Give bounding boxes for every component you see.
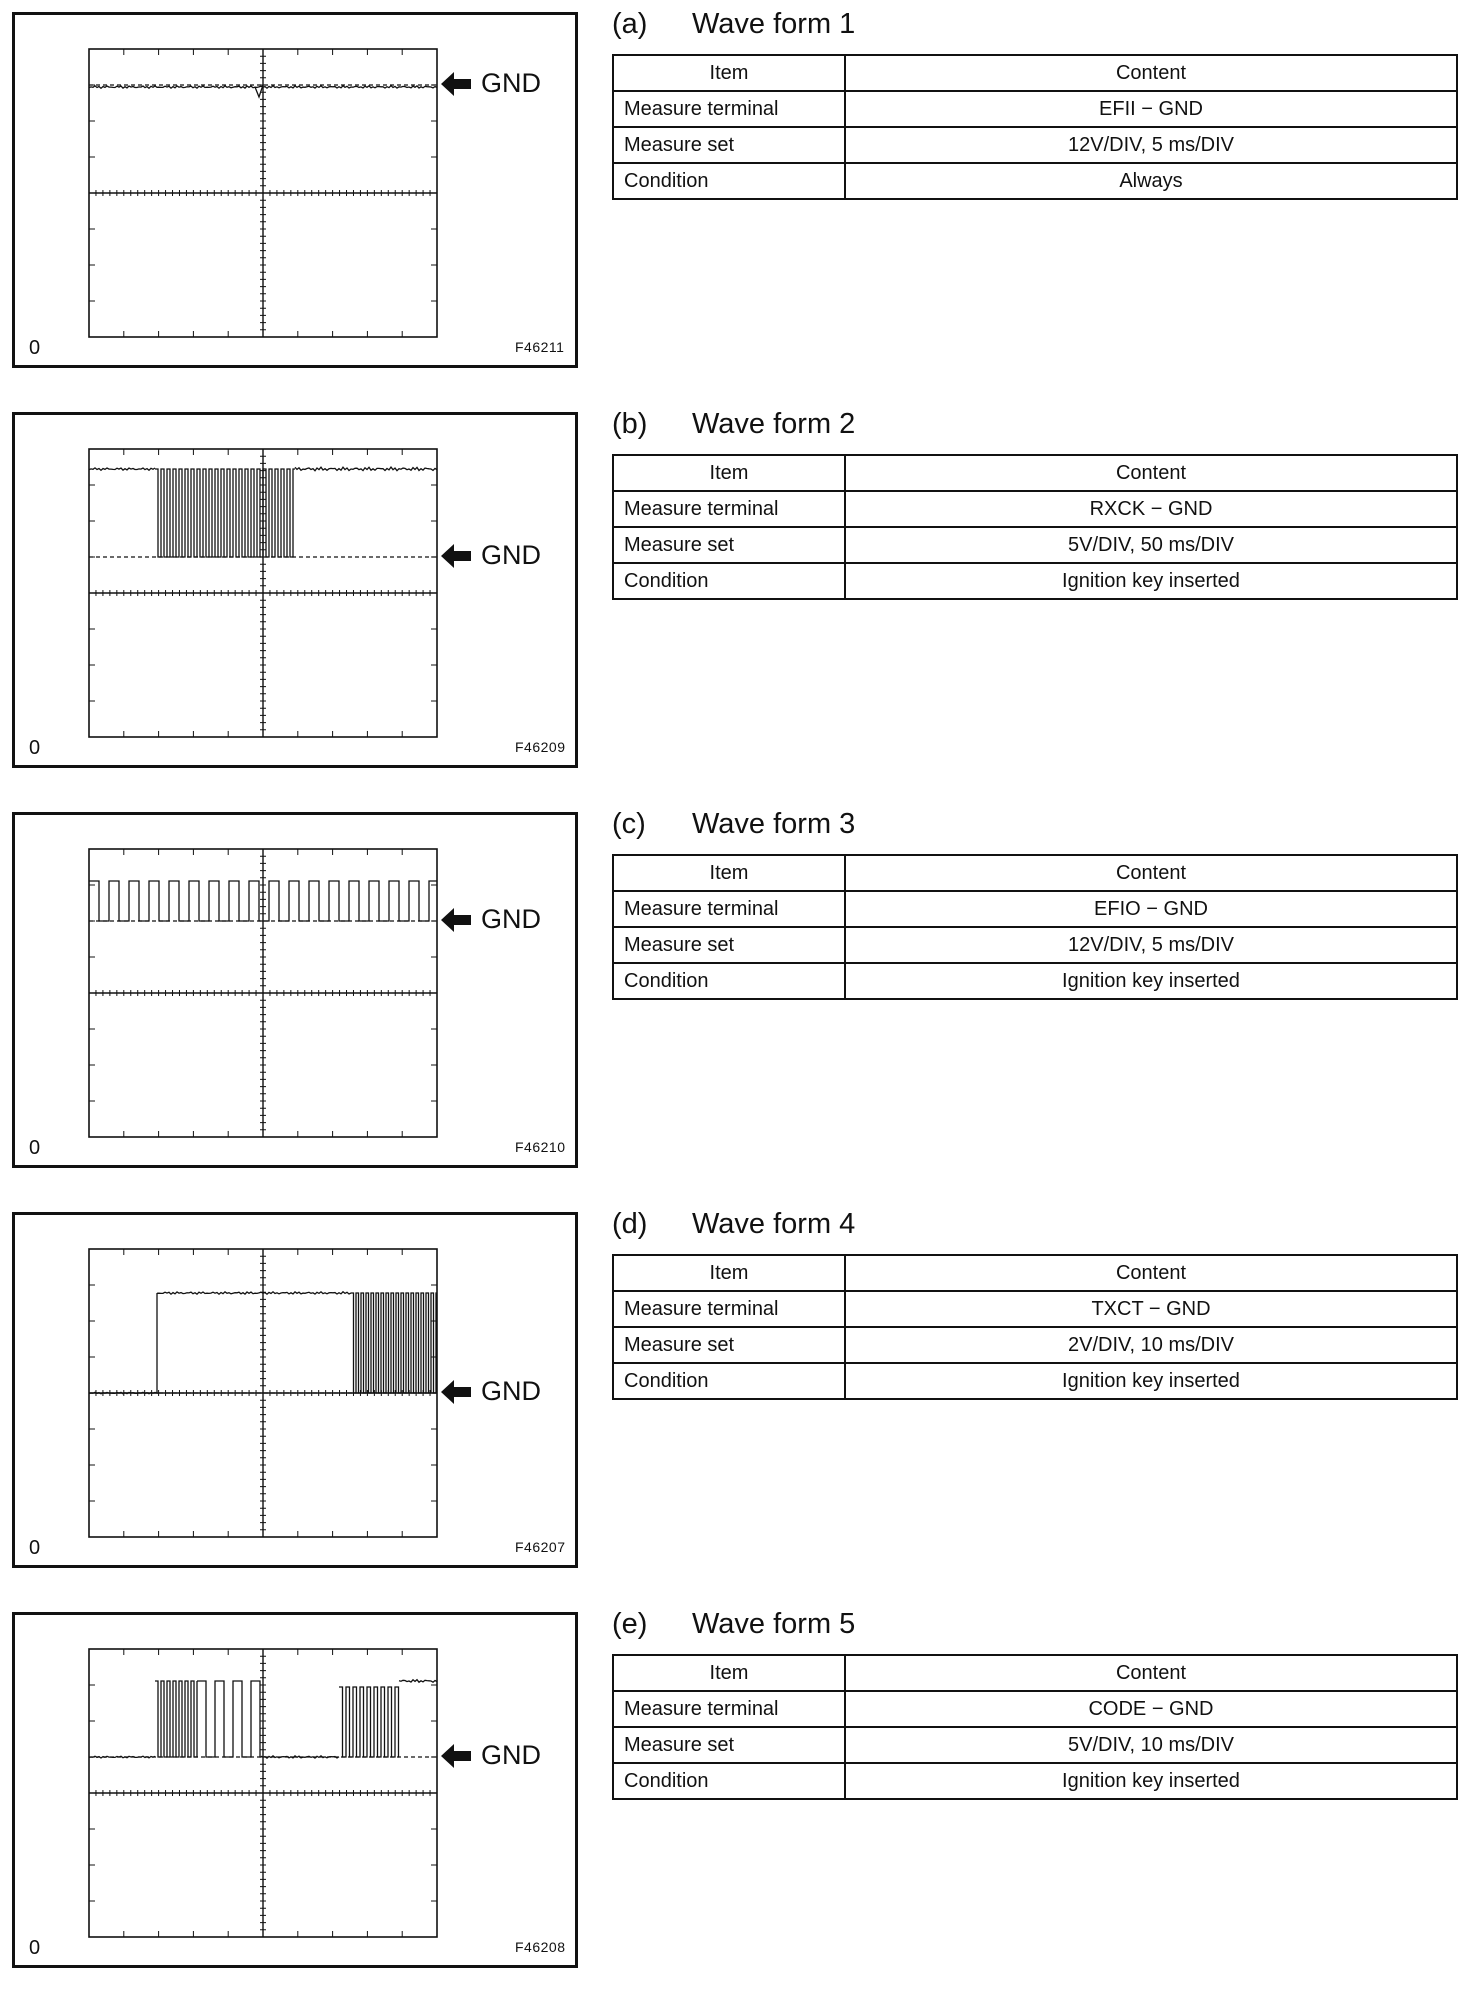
figure-id: F46208 [515, 1939, 566, 1955]
waveform-section [0, 400, 1472, 800]
row-label-set: Measure set [613, 927, 845, 963]
waveform-title: Wave form 1 [692, 8, 856, 40]
left-arrow-icon [441, 1744, 471, 1768]
gnd-marker [441, 904, 541, 935]
table-row [613, 1291, 1457, 1327]
oscilloscope-graticule [15, 1615, 575, 1965]
left-arrow-icon [441, 544, 471, 568]
waveform-heading [612, 1608, 855, 1641]
value-terminal: EFIO − GND [845, 891, 1457, 927]
gnd-marker [441, 1376, 541, 1407]
table-header-row [613, 455, 1457, 491]
waveform-letter: (c) [612, 808, 646, 840]
waveform-title: Wave form 3 [692, 808, 856, 840]
waveform-section [0, 800, 1472, 1200]
header-content: Content [845, 1655, 1457, 1691]
value-set: 2V/DIV, 10 ms/DIV [845, 1327, 1457, 1363]
gnd-marker [441, 540, 541, 571]
waveform-heading [612, 1208, 855, 1241]
waveform-title: Wave form 4 [692, 1208, 856, 1240]
measurement-table [612, 54, 1458, 200]
gnd-label: GND [481, 540, 541, 570]
value-condition: Ignition key inserted [845, 1363, 1457, 1399]
zero-label: 0 [29, 737, 41, 759]
zero-label: 0 [29, 1937, 41, 1959]
row-label-condition: Condition [613, 1363, 845, 1399]
gnd-label: GND [481, 68, 541, 98]
header-content: Content [845, 455, 1457, 491]
signal-trace [89, 467, 437, 557]
waveform-letter: (b) [612, 408, 648, 440]
left-arrow-icon [441, 72, 471, 96]
waveform-letter: (d) [612, 1208, 648, 1240]
header-item: Item [613, 455, 845, 491]
figure-id: F46209 [515, 739, 566, 755]
row-label-terminal: Measure terminal [613, 1691, 845, 1727]
row-label-terminal: Measure terminal [613, 891, 845, 927]
table-header-row [613, 855, 1457, 891]
value-set: 12V/DIV, 5 ms/DIV [845, 927, 1457, 963]
gnd-label: GND [481, 1376, 541, 1406]
waveform-heading [612, 408, 855, 441]
row-label-terminal: Measure terminal [613, 1291, 845, 1327]
table-row [613, 1763, 1457, 1799]
oscilloscope-graticule [15, 815, 575, 1165]
row-label-condition: Condition [613, 563, 845, 599]
row-label-terminal: Measure terminal [613, 91, 845, 127]
table-row [613, 1363, 1457, 1399]
header-item: Item [613, 55, 845, 91]
figure-id: F46211 [515, 339, 565, 355]
table-row [613, 491, 1457, 527]
oscilloscope-graticule [15, 415, 575, 765]
row-label-condition: Condition [613, 1763, 845, 1799]
zero-label: 0 [29, 337, 41, 359]
measurement-table [612, 1654, 1458, 1800]
waveform-section [0, 1200, 1472, 1600]
waveform-letter: (e) [612, 1608, 648, 1640]
row-label-set: Measure set [613, 527, 845, 563]
figure-id: F46210 [515, 1139, 566, 1155]
oscilloscope-screen [12, 412, 578, 768]
zero-label: 0 [29, 1137, 41, 1159]
table-row [613, 963, 1457, 999]
value-terminal: RXCK − GND [845, 491, 1457, 527]
waveform-heading [612, 8, 855, 41]
row-label-set: Measure set [613, 127, 845, 163]
zero-label: 0 [29, 1537, 41, 1559]
header-content: Content [845, 1255, 1457, 1291]
measurement-table [612, 854, 1458, 1000]
oscilloscope-screen [12, 12, 578, 368]
row-label-condition: Condition [613, 163, 845, 199]
table-row [613, 163, 1457, 199]
header-item: Item [613, 1655, 845, 1691]
value-set: 12V/DIV, 5 ms/DIV [845, 127, 1457, 163]
table-row [613, 927, 1457, 963]
table-header-row [613, 55, 1457, 91]
header-item: Item [613, 855, 845, 891]
row-label-terminal: Measure terminal [613, 491, 845, 527]
table-header-row [613, 1255, 1457, 1291]
measurement-table [612, 1254, 1458, 1400]
header-content: Content [845, 55, 1457, 91]
value-terminal: TXCT − GND [845, 1291, 1457, 1327]
table-header-row [613, 1655, 1457, 1691]
waveform-title: Wave form 2 [692, 408, 856, 440]
table-row [613, 1727, 1457, 1763]
table-row [613, 527, 1457, 563]
table-row [613, 1691, 1457, 1727]
table-row [613, 563, 1457, 599]
table-row [613, 127, 1457, 163]
row-label-set: Measure set [613, 1327, 845, 1363]
measurement-table [612, 454, 1458, 600]
table-row [613, 91, 1457, 127]
value-terminal: EFII − GND [845, 91, 1457, 127]
gnd-label: GND [481, 904, 541, 934]
value-condition: Always [845, 163, 1457, 199]
gnd-marker [441, 68, 541, 99]
value-condition: Ignition key inserted [845, 963, 1457, 999]
waveform-heading [612, 808, 855, 841]
left-arrow-icon [441, 908, 471, 932]
value-terminal: CODE − GND [845, 1691, 1457, 1727]
value-set: 5V/DIV, 10 ms/DIV [845, 1727, 1457, 1763]
row-label-condition: Condition [613, 963, 845, 999]
row-label-set: Measure set [613, 1727, 845, 1763]
waveform-section [0, 1600, 1472, 2000]
gnd-marker [441, 1740, 541, 1771]
value-condition: Ignition key inserted [845, 563, 1457, 599]
waveform-letter: (a) [612, 8, 648, 40]
oscilloscope-screen [12, 812, 578, 1168]
gnd-label: GND [481, 1740, 541, 1770]
figure-id: F46207 [515, 1539, 566, 1555]
value-set: 5V/DIV, 50 ms/DIV [845, 527, 1457, 563]
left-arrow-icon [441, 1380, 471, 1404]
waveform-section [0, 0, 1472, 400]
header-content: Content [845, 855, 1457, 891]
waveform-title: Wave form 5 [692, 1608, 856, 1640]
oscilloscope-screen [12, 1612, 578, 1968]
header-item: Item [613, 1255, 845, 1291]
table-row [613, 891, 1457, 927]
table-row [613, 1327, 1457, 1363]
value-condition: Ignition key inserted [845, 1763, 1457, 1799]
